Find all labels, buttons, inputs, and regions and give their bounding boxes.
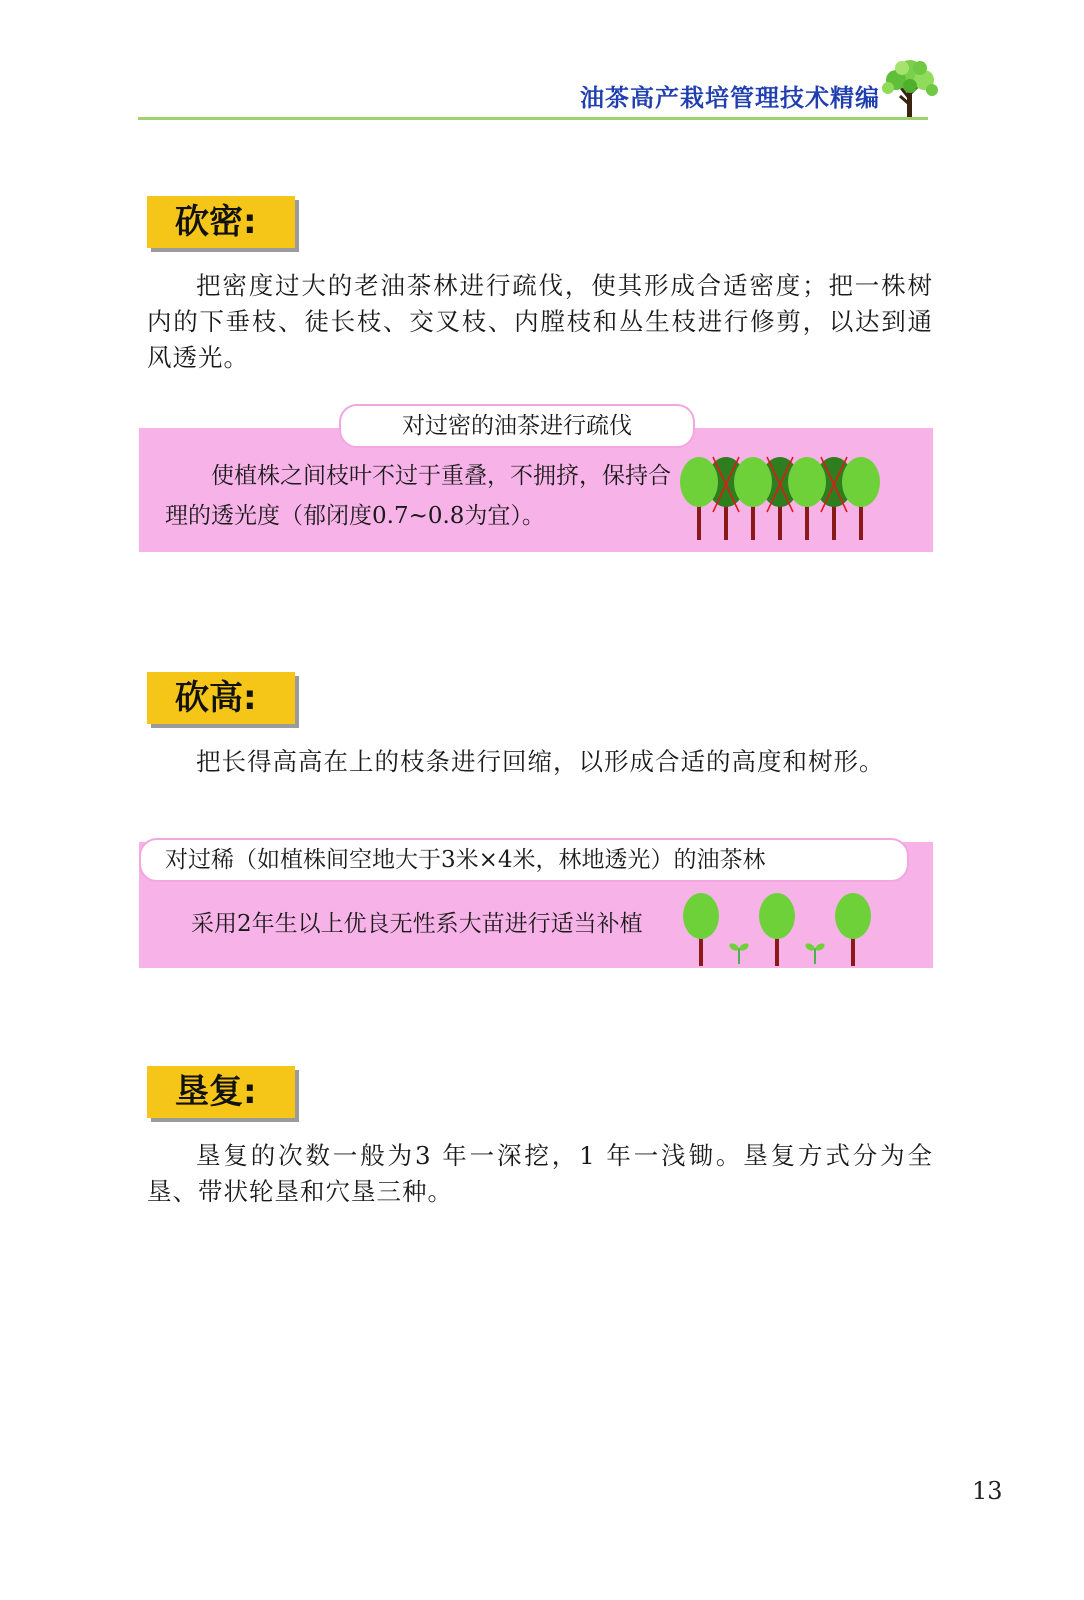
book-title: 油茶高产栽培管理技术精编 [580, 84, 880, 112]
seedling-icon [728, 942, 750, 964]
section-paragraph-thinning: 把密度过大的老油茶林进行疏伐，使其形成合适密度；把一株树内的下垂枝、徒长枝、交叉枝、内膛枝和丛生枝进行修剪，以达到通风透光。 [147, 271, 933, 372]
section-tag-topping: 砍高: [147, 672, 295, 724]
page-number: 13 [972, 1477, 1003, 1505]
info-box-thinning [139, 413, 933, 552]
tree-logo-icon [880, 58, 940, 122]
info-box-label: 对过稀（如植株间空地大于3米×4米，林地透光）的油茶林 [139, 838, 909, 882]
info-box-replanting [139, 842, 933, 968]
dense-trees-illustration [677, 452, 887, 542]
seedling-icon [804, 942, 826, 964]
section-tag-thinning: 砍密: [147, 196, 295, 248]
info-box-text: 采用2年生以上优良无性系大苗进行适当补植 [191, 911, 643, 937]
section-paragraph-topping: 把长得高高在上的枝条进行回缩，以形成合适的高度和树形。 [196, 747, 885, 776]
sparse-trees-illustration [679, 892, 879, 968]
info-box-text: 使植株之间枝叶不过于重叠，不拥挤，保持合理的透光度（郁闭度0.7~0.8为宜）。 [165, 463, 671, 529]
header-divider [138, 117, 928, 120]
section-tag-tillage: 垦复: [147, 1066, 295, 1118]
section-paragraph-tillage: 垦复的次数一般为3 年一深挖，1 年一浅锄。垦复方式分为全垦、带状轮垦和穴垦三种。 [147, 1141, 933, 1206]
info-box-label: 对过密的油茶进行疏伐 [339, 404, 695, 448]
